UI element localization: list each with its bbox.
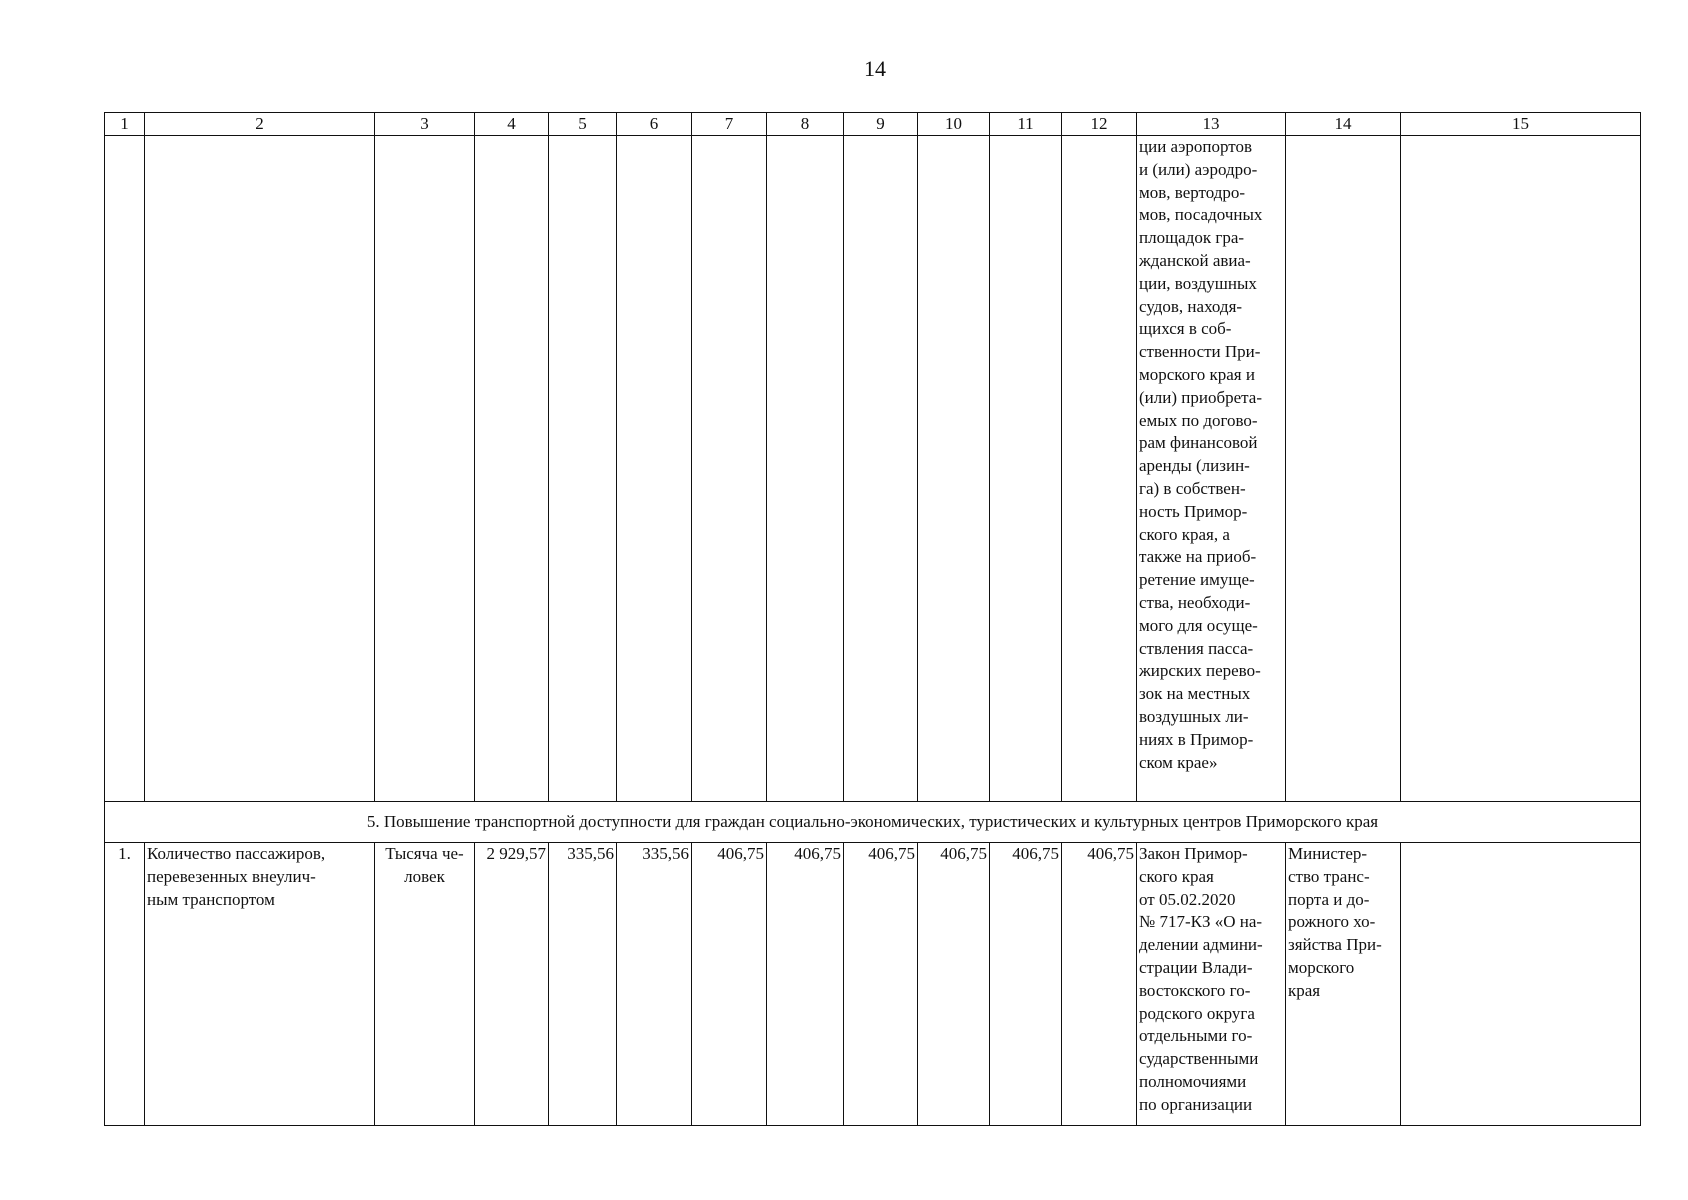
- header-cell: 3: [375, 113, 475, 136]
- note-cell: [1401, 843, 1641, 1126]
- header-cell: 5: [549, 113, 617, 136]
- value-cell: 406,75: [844, 843, 918, 1126]
- section-row: [105, 802, 1641, 843]
- header-cell: 14: [1286, 113, 1401, 136]
- table-row: [105, 843, 1641, 1126]
- value-cell: 406,75: [692, 843, 767, 1126]
- header-cell: 7: [692, 113, 767, 136]
- value-cell: 406,75: [990, 843, 1062, 1126]
- table-header-row: [105, 113, 1641, 136]
- header-cell: 1: [105, 113, 145, 136]
- header-cell: 2: [145, 113, 375, 136]
- value-cell: 406,75: [918, 843, 990, 1126]
- header-cell: 11: [990, 113, 1062, 136]
- row-number: 1.: [105, 843, 145, 1126]
- law-reference: Закон Примор- ского края от 05.02.2020 № 717-КЗ «О на- делении админи- страции Влади- востокского го- родского округа отдельными го- сударственными полномочиями по организации: [1139, 844, 1263, 1114]
- header-cell: 13: [1137, 113, 1286, 136]
- continuation-row: [105, 136, 1641, 802]
- header-cell: 15: [1401, 113, 1641, 136]
- value-cell: 406,75: [767, 843, 844, 1126]
- value-cell: 335,56: [549, 843, 617, 1126]
- page-number: 14: [864, 56, 886, 81]
- header-cell: 6: [617, 113, 692, 136]
- header-cell: 9: [844, 113, 918, 136]
- value-cell: 335,56: [617, 843, 692, 1126]
- unit: Тысяча че- ловек: [385, 844, 464, 886]
- continuation-text: ции аэропортов и (или) аэродро- мов, вертодро- мов, посадочных площадок гра- жданской авиа- ции, воздушных судов, находя- щихся в соб- ственности При- морского края и (или) приобрета- емых по догово- рам финансовой аренды (лизин- га) в собствен- ность Примор- ского края, а также на приоб- ретение имуще- ства, необходи- мого для осуще- ствления пасса- жирских перево- зок на местных воздушных ли- ниях в Примор- ском крае»: [1139, 137, 1263, 772]
- section-title: 5. Повышение транспортной доступности для граждан социально-экономических, туристических и культурных центров Приморского края: [105, 802, 1641, 843]
- indicator-name: Количество пассажиров, перевезенных внеулич- ным транспортом: [147, 844, 326, 909]
- value-cell: 406,75: [1062, 843, 1137, 1126]
- indicator-table: [104, 112, 1641, 1126]
- responsible-body: Министер- ство транс- порта и до- рожного хо- зяйства При- морского края: [1288, 844, 1382, 1000]
- header-cell: 4: [475, 113, 549, 136]
- header-cell: 10: [918, 113, 990, 136]
- header-cell: 12: [1062, 113, 1137, 136]
- value-cell: 2 929,57: [475, 843, 549, 1126]
- header-cell: 8: [767, 113, 844, 136]
